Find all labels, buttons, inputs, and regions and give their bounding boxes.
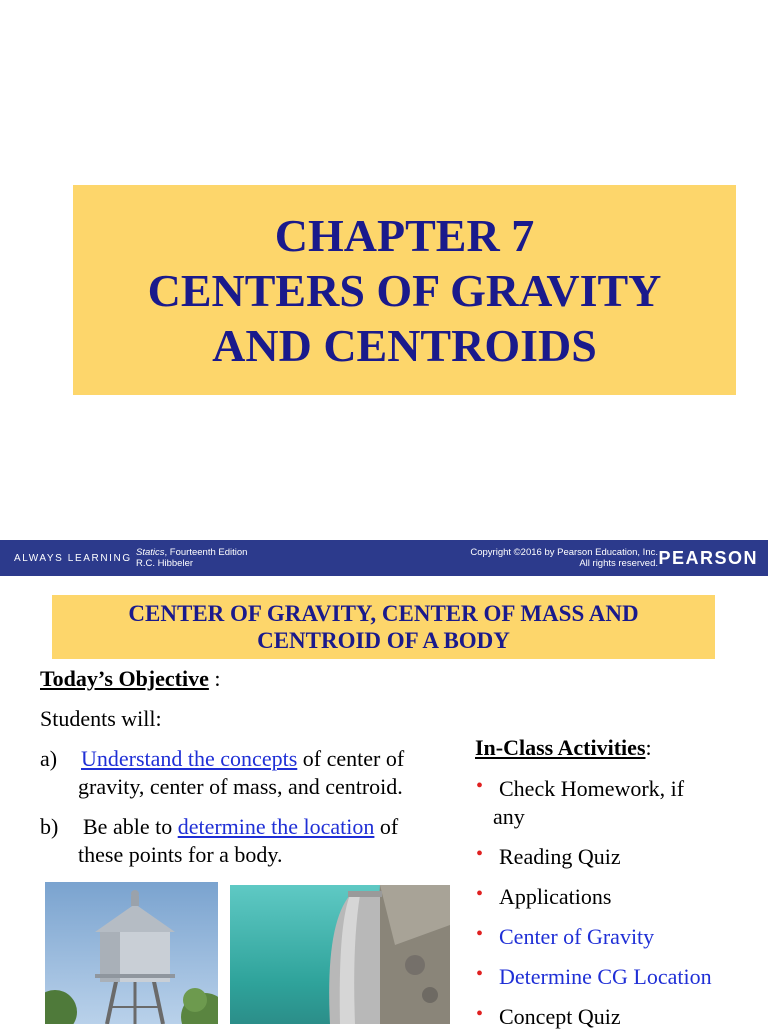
chapter-title-line-3: AND CENTROIDS	[212, 319, 597, 371]
copyright-line-2: All rights reserved.	[579, 558, 658, 569]
activities-heading	[475, 734, 652, 762]
activity-reading-quiz: Reading Quiz	[499, 844, 621, 869]
chapter-title-box	[73, 185, 736, 395]
objective-a-marker: a)	[40, 746, 58, 771]
book-info	[136, 547, 247, 569]
slide2-header-line-2: CENTROID OF A BODY	[257, 628, 510, 653]
activities-suffix: :	[645, 735, 652, 760]
water-tower-image	[45, 882, 218, 1024]
activity-check-homework-cont: any	[493, 804, 525, 829]
activity-center-of-gravity[interactable]: Center of Gravity	[499, 924, 655, 949]
footer-bar	[0, 540, 768, 576]
activity-applications: Applications	[499, 884, 612, 909]
bullet-icon: •	[476, 883, 484, 905]
bullet-icon: •	[476, 963, 484, 985]
objective-b-pre: Be able to	[83, 814, 178, 839]
bullet-icon: •	[476, 1003, 484, 1025]
water-tower-illustration	[45, 882, 218, 1024]
activity-concept-quiz: Concept Quiz	[499, 1004, 621, 1029]
activities-label: In-Class Activities	[475, 735, 646, 760]
copyright-line-1: Copyright ©2016 by Pearson Education, Inc.	[470, 547, 658, 558]
objective-b-rest-1: of	[374, 814, 399, 839]
objective-b-line-2: these points for a body.	[78, 842, 283, 867]
objective-label: Today’s Objective	[40, 666, 209, 691]
objective-b-marker: b)	[40, 814, 59, 839]
slide2-header-box	[52, 595, 715, 659]
bullet-icon: •	[476, 923, 484, 945]
book-edition: , Fourteenth Edition	[164, 547, 248, 558]
bullet-icon: •	[476, 843, 484, 865]
objective-a-line-2: gravity, center of mass, and centroid.	[78, 774, 403, 799]
dam-illustration	[230, 885, 450, 1024]
pearson-logo: PEARSON	[658, 548, 758, 568]
slide2-header-line-1: CENTER OF GRAVITY, CENTER OF MASS AND	[128, 601, 639, 626]
chapter-title-line-1: CHAPTER 7	[274, 209, 535, 261]
book-title: Statics	[136, 547, 165, 558]
copyright-text	[470, 547, 658, 569]
chapter-title-line-2: CENTERS OF GRAVITY	[147, 264, 662, 316]
book-author: R.C. Hibbeler	[136, 558, 194, 569]
objective-a-rest-1: of center of	[297, 746, 405, 771]
understand-concepts-link[interactable]: Understand the concepts	[81, 746, 298, 771]
determine-location-link[interactable]: determine the location	[177, 814, 375, 839]
objective-suffix: :	[208, 666, 221, 691]
activity-determine-cg-location[interactable]: Determine CG Location	[499, 964, 712, 989]
activity-check-homework: Check Homework, if	[499, 776, 685, 801]
students-will-text: Students will:	[40, 706, 162, 731]
objective-heading	[40, 665, 221, 693]
dam-image	[230, 885, 450, 1024]
objective-b-line-1	[83, 813, 398, 841]
objective-a-line-1	[81, 745, 404, 773]
always-learning-text: ALWAYS LEARNING	[14, 553, 132, 564]
bullet-icon: •	[476, 775, 484, 797]
